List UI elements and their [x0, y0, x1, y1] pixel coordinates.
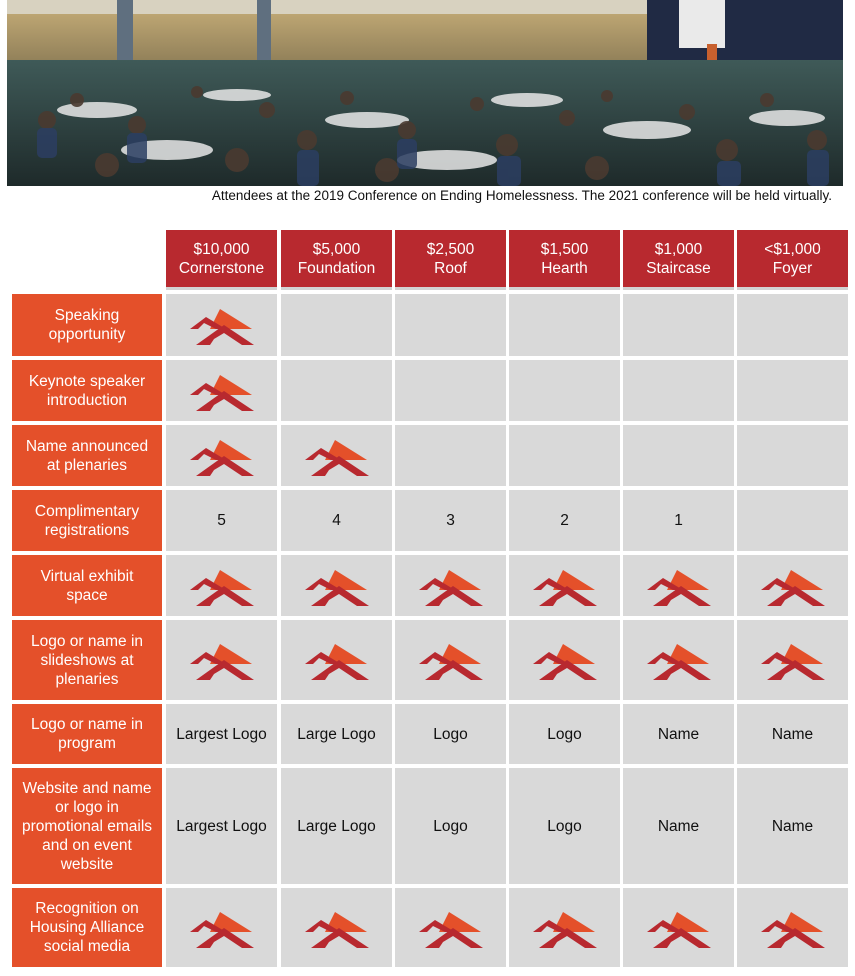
logo-icon — [190, 908, 254, 948]
photo-caption: Attendees at the 2019 Conference on Ending Homelessness. The 2021 conference will be held virtually. — [211, 188, 832, 203]
logo-icon — [190, 371, 254, 411]
benefit-cell — [166, 620, 277, 700]
benefit-cell — [281, 768, 392, 884]
cell-value: 5 — [217, 512, 226, 529]
benefit-cell — [623, 490, 734, 551]
benefit-cell — [281, 425, 392, 486]
logo-icon — [647, 640, 711, 680]
logo-icon — [305, 640, 369, 680]
benefit-cell — [623, 768, 734, 884]
row-label: Complimentary registrations — [12, 490, 162, 551]
benefit-cell — [509, 704, 620, 764]
benefit-cell — [166, 704, 277, 764]
tier-amount: $10,000 — [193, 240, 250, 258]
row-label: Website and name or logo in promotional emails and on event website — [12, 768, 162, 884]
cell-value: Largest Logo — [176, 817, 267, 835]
benefit-cell — [737, 888, 848, 967]
logo-icon — [419, 640, 483, 680]
benefit-cell — [509, 294, 620, 356]
tier-name: Cornerstone — [178, 259, 265, 277]
benefit-cell — [395, 704, 506, 764]
benefit-cell — [623, 294, 734, 356]
benefit-cell — [281, 490, 392, 551]
logo-icon — [190, 640, 254, 680]
benefit-cell — [737, 360, 848, 421]
cell-value: Name — [657, 817, 700, 835]
benefit-cell — [509, 768, 620, 884]
benefit-cell — [395, 555, 506, 616]
logo-icon — [533, 640, 597, 680]
benefit-cell — [166, 425, 277, 486]
benefit-cell — [395, 490, 506, 551]
benefit-cell — [623, 360, 734, 421]
row-label: Name announced at plenaries — [12, 425, 162, 486]
cell-value: Name — [771, 725, 814, 743]
benefit-cell — [737, 425, 848, 486]
tier-header-foundation — [281, 230, 392, 290]
logo-icon — [533, 908, 597, 948]
benefit-cell — [509, 425, 620, 486]
cell-value: 1 — [674, 512, 683, 529]
benefit-cell — [623, 425, 734, 486]
row-label: Virtual exhibit space — [12, 555, 162, 616]
tier-amount: $5,000 — [312, 240, 361, 258]
tier-amount: $1,500 — [540, 240, 589, 258]
benefit-cell — [166, 490, 277, 551]
benefit-cell — [395, 294, 506, 356]
benefit-cell — [737, 294, 848, 356]
cell-value: 3 — [446, 512, 455, 529]
cell-value: Logo — [433, 725, 468, 743]
logo-icon — [647, 566, 711, 606]
benefit-cell — [623, 888, 734, 967]
benefit-cell — [395, 360, 506, 421]
benefit-cell — [395, 768, 506, 884]
tier-name: Foundation — [297, 259, 376, 277]
cell-value: Name — [657, 725, 700, 743]
logo-icon — [419, 566, 483, 606]
logo-icon — [761, 566, 825, 606]
benefit-cell — [623, 704, 734, 764]
benefit-cell — [166, 888, 277, 967]
benefit-cell — [281, 555, 392, 616]
cell-value: Logo — [433, 817, 468, 835]
benefit-cell — [395, 620, 506, 700]
logo-icon — [305, 908, 369, 948]
cell-value: Logo — [547, 725, 582, 743]
tier-name: Hearth — [541, 259, 588, 277]
cell-value: Large Logo — [297, 817, 376, 835]
row-label: Keynote speaker introduction — [12, 360, 162, 421]
benefit-cell — [281, 620, 392, 700]
benefit-cell — [281, 294, 392, 356]
logo-icon — [533, 566, 597, 606]
cell-value: Largest Logo — [176, 725, 267, 743]
logo-icon — [190, 305, 254, 345]
benefit-cell — [281, 888, 392, 967]
benefit-cell — [509, 620, 620, 700]
tier-amount: $1,000 — [654, 240, 703, 258]
logo-icon — [419, 908, 483, 948]
benefit-cell — [166, 360, 277, 421]
tier-amount: $2,500 — [426, 240, 475, 258]
tier-header-foyer — [737, 230, 848, 290]
tier-header-roof — [395, 230, 506, 290]
row-label: Speaking opportunity — [12, 294, 162, 356]
benefit-cell — [623, 555, 734, 616]
row-label: Recognition on Housing Alliance social media — [12, 888, 162, 967]
logo-icon — [190, 566, 254, 606]
benefit-cell — [281, 704, 392, 764]
benefit-cell — [166, 768, 277, 884]
cell-value: Name — [771, 817, 814, 835]
benefit-cell — [737, 768, 848, 884]
cell-value: 2 — [560, 512, 569, 529]
benefit-cell — [509, 360, 620, 421]
logo-icon — [305, 436, 369, 476]
benefit-cell — [166, 555, 277, 616]
row-label: Logo or name in slideshows at plenaries — [12, 620, 162, 700]
tier-header-staircase — [623, 230, 734, 290]
benefit-cell — [737, 620, 848, 700]
cell-value: Large Logo — [297, 725, 376, 743]
benefit-cell — [509, 490, 620, 551]
benefit-cell — [737, 704, 848, 764]
logo-icon — [761, 640, 825, 680]
benefit-cell — [623, 620, 734, 700]
benefit-cell — [737, 490, 848, 551]
benefit-cell — [737, 555, 848, 616]
tier-amount: <$1,000 — [764, 240, 821, 258]
logo-icon — [305, 566, 369, 606]
cell-value: 4 — [332, 512, 341, 529]
row-label: Logo or name in program — [12, 704, 162, 764]
tier-name: Roof — [434, 259, 467, 277]
benefit-cell — [509, 888, 620, 967]
benefit-cell — [166, 294, 277, 356]
conference-photo-illustration — [7, 0, 843, 186]
conference-photo — [7, 0, 843, 186]
tier-name: Staircase — [646, 259, 711, 277]
logo-icon — [190, 436, 254, 476]
benefit-cell — [395, 425, 506, 486]
benefit-cell — [395, 888, 506, 967]
benefit-cell — [509, 555, 620, 616]
benefit-cell — [281, 360, 392, 421]
tier-header-cornerstone — [166, 230, 277, 290]
tier-header-hearth — [509, 230, 620, 290]
logo-icon — [647, 908, 711, 948]
tier-name: Foyer — [772, 259, 813, 277]
logo-icon — [761, 908, 825, 948]
cell-value: Logo — [547, 817, 582, 835]
